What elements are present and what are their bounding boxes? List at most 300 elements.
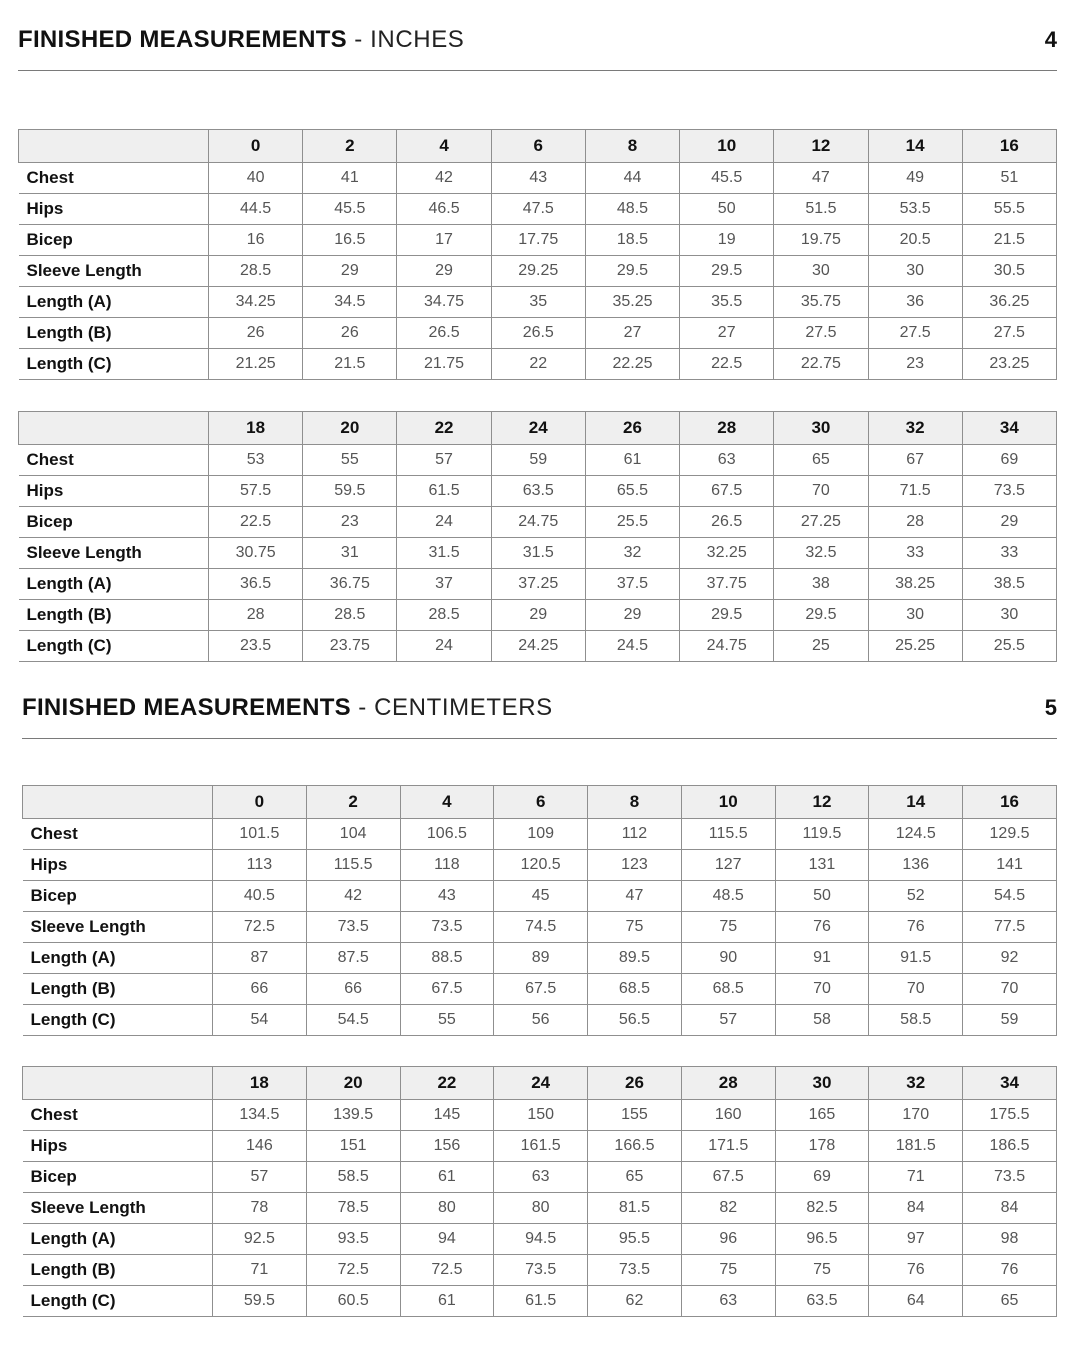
size-header: 6	[494, 786, 588, 819]
measurement-cell: 146	[213, 1131, 307, 1162]
measurement-cell: 31.5	[397, 538, 491, 569]
measurement-cell: 71.5	[868, 476, 962, 507]
measurement-cell: 68.5	[588, 974, 682, 1005]
measurement-cell: 151	[306, 1131, 400, 1162]
measurement-cell: 27.25	[774, 507, 868, 538]
measurement-cell: 72.5	[306, 1255, 400, 1286]
measurement-table-cm-2	[22, 1066, 1057, 1317]
measurement-cell: 186.5	[963, 1131, 1057, 1162]
measurement-cell: 50	[775, 881, 869, 912]
measurement-cell: 25.5	[962, 631, 1056, 662]
row-label: Length (A)	[23, 1224, 213, 1255]
row-label: Bicep	[23, 881, 213, 912]
measurement-cell: 27	[680, 318, 774, 349]
measurement-cell: 89	[494, 943, 588, 974]
measurement-cell: 46.5	[397, 194, 491, 225]
row-label: Length (B)	[19, 600, 209, 631]
measurement-cell: 32.25	[680, 538, 774, 569]
measurement-cell: 80	[494, 1193, 588, 1224]
measurement-cell: 75	[681, 912, 775, 943]
measurement-cell: 59	[491, 445, 585, 476]
measurement-cell: 64	[869, 1286, 963, 1317]
size-header: 12	[774, 130, 868, 163]
measurement-cell: 76	[963, 1255, 1057, 1286]
row-label: Chest	[19, 445, 209, 476]
measurement-cell: 56	[494, 1005, 588, 1036]
page-number: 4	[1044, 27, 1057, 52]
table-row	[23, 881, 1057, 912]
measurement-cell: 36.5	[209, 569, 303, 600]
measurement-cell: 16	[209, 225, 303, 256]
table-row	[19, 163, 1057, 194]
measurement-cell: 41	[303, 163, 397, 194]
measurement-cell: 61	[585, 445, 679, 476]
size-header: 26	[588, 1067, 682, 1100]
header-corner-cell	[23, 786, 213, 819]
measurement-cell: 22.5	[680, 349, 774, 380]
measurement-cell: 65	[774, 445, 868, 476]
measurement-cell: 106.5	[400, 819, 494, 850]
size-header-row	[23, 1067, 1057, 1100]
measurement-cell: 22	[491, 349, 585, 380]
measurement-cell: 61	[400, 1286, 494, 1317]
measurement-cell: 66	[213, 974, 307, 1005]
measurement-cell: 82.5	[775, 1193, 869, 1224]
table-row	[19, 318, 1057, 349]
table-row	[23, 1193, 1057, 1224]
measurement-cell: 75	[775, 1255, 869, 1286]
measurement-cell: 67	[868, 445, 962, 476]
measurement-cell: 30.5	[962, 256, 1056, 287]
section-header-centimeters	[22, 694, 1057, 739]
measurement-cell: 33	[868, 538, 962, 569]
measurement-cell: 54	[213, 1005, 307, 1036]
header-corner-cell	[23, 1067, 213, 1100]
measurement-cell: 156	[400, 1131, 494, 1162]
measurement-cell: 75	[588, 912, 682, 943]
measurement-cell: 21.5	[303, 349, 397, 380]
measurement-cell: 78	[213, 1193, 307, 1224]
table-row	[19, 445, 1057, 476]
measurement-cell: 58	[775, 1005, 869, 1036]
measurement-cell: 49	[868, 163, 962, 194]
size-header: 12	[775, 786, 869, 819]
measurement-cell: 51.5	[774, 194, 868, 225]
measurement-cell: 72.5	[400, 1255, 494, 1286]
measurement-cell: 31	[303, 538, 397, 569]
measurement-cell: 26	[209, 318, 303, 349]
size-header: 10	[681, 786, 775, 819]
measurement-cell: 165	[775, 1100, 869, 1131]
measurement-cell: 62	[588, 1286, 682, 1317]
measurement-cell: 91	[775, 943, 869, 974]
measurement-cell: 56.5	[588, 1005, 682, 1036]
measurement-cell: 93.5	[306, 1224, 400, 1255]
row-label: Chest	[19, 163, 209, 194]
row-label: Sleeve Length	[19, 538, 209, 569]
measurement-cell: 16.5	[303, 225, 397, 256]
section-header-inches	[18, 26, 1057, 71]
measurement-cell: 25	[774, 631, 868, 662]
measurement-cell: 124.5	[869, 819, 963, 850]
measurement-cell: 59.5	[303, 476, 397, 507]
measurement-cell: 63	[680, 445, 774, 476]
measurement-cell: 181.5	[869, 1131, 963, 1162]
measurement-cell: 22.5	[209, 507, 303, 538]
measurement-cell: 88.5	[400, 943, 494, 974]
table-row	[23, 974, 1057, 1005]
table-row	[19, 476, 1057, 507]
measurement-cell: 63.5	[775, 1286, 869, 1317]
measurement-cell: 171.5	[681, 1131, 775, 1162]
measurement-cell: 51	[962, 163, 1056, 194]
row-label: Hips	[19, 476, 209, 507]
measurement-cell: 23	[303, 507, 397, 538]
measurement-cell: 24.25	[491, 631, 585, 662]
size-header: 34	[963, 1067, 1057, 1100]
table-row	[19, 287, 1057, 318]
measurement-cell: 70	[963, 974, 1057, 1005]
measurement-cell: 67.5	[681, 1162, 775, 1193]
measurement-cell: 28	[868, 507, 962, 538]
measurement-cell: 28.5	[209, 256, 303, 287]
measurement-cell: 76	[775, 912, 869, 943]
measurement-cell: 134.5	[213, 1100, 307, 1131]
size-header: 0	[209, 130, 303, 163]
size-header: 14	[869, 786, 963, 819]
size-header: 24	[491, 412, 585, 445]
measurement-cell: 71	[869, 1162, 963, 1193]
measurement-cell: 20.5	[868, 225, 962, 256]
measurement-cell: 160	[681, 1100, 775, 1131]
section-title-unit: - INCHES	[347, 26, 465, 53]
row-label: Length (A)	[19, 569, 209, 600]
measurement-cell: 33	[962, 538, 1056, 569]
measurement-cell: 127	[681, 850, 775, 881]
measurement-cell: 29.5	[680, 600, 774, 631]
table-row	[19, 569, 1057, 600]
measurement-cell: 92.5	[213, 1224, 307, 1255]
size-header: 32	[868, 412, 962, 445]
size-header-row	[23, 786, 1057, 819]
measurement-cell: 27.5	[774, 318, 868, 349]
measurement-cell: 57	[681, 1005, 775, 1036]
table-row	[23, 1131, 1057, 1162]
section-title-bold: FINISHED MEASUREMENTS	[22, 694, 351, 721]
measurement-cell: 26.5	[491, 318, 585, 349]
row-label: Length (B)	[23, 974, 213, 1005]
measurement-cell: 61.5	[494, 1286, 588, 1317]
measurement-cell: 24	[397, 507, 491, 538]
measurement-cell: 29.5	[774, 600, 868, 631]
measurement-cell: 54.5	[306, 1005, 400, 1036]
measurement-cell: 61	[400, 1162, 494, 1193]
measurement-cell: 82	[681, 1193, 775, 1224]
section-title-unit: - CENTIMETERS	[351, 694, 553, 721]
measurement-cell: 40.5	[213, 881, 307, 912]
measurement-cell: 47	[588, 881, 682, 912]
measurement-cell: 69	[962, 445, 1056, 476]
measurement-cell: 26.5	[397, 318, 491, 349]
section-title	[18, 26, 464, 54]
table-row	[19, 538, 1057, 569]
measurement-cell: 38.25	[868, 569, 962, 600]
measurement-cell: 29	[397, 256, 491, 287]
measurement-cell: 34.75	[397, 287, 491, 318]
table-row	[23, 912, 1057, 943]
measurement-cell: 38	[774, 569, 868, 600]
measurement-cell: 145	[400, 1100, 494, 1131]
measurement-cell: 42	[306, 881, 400, 912]
measurement-cell: 80	[400, 1193, 494, 1224]
measurement-cell: 29	[303, 256, 397, 287]
measurement-cell: 57	[397, 445, 491, 476]
measurement-cell: 22.25	[585, 349, 679, 380]
measurement-cell: 55	[400, 1005, 494, 1036]
measurement-cell: 18.5	[585, 225, 679, 256]
measurement-cell: 26.5	[680, 507, 774, 538]
measurement-cell: 23	[868, 349, 962, 380]
measurement-cell: 48.5	[585, 194, 679, 225]
measurement-cell: 48.5	[681, 881, 775, 912]
measurement-cell: 47	[774, 163, 868, 194]
measurement-cell: 96	[681, 1224, 775, 1255]
measurement-cell: 166.5	[588, 1131, 682, 1162]
measurement-cell: 76	[869, 1255, 963, 1286]
measurement-cell: 29.5	[680, 256, 774, 287]
measurement-cell: 36	[868, 287, 962, 318]
size-header: 22	[400, 1067, 494, 1100]
measurement-cell: 17.75	[491, 225, 585, 256]
measurement-cell: 34.25	[209, 287, 303, 318]
measurement-cell: 25.25	[868, 631, 962, 662]
measurement-cell: 75	[681, 1255, 775, 1286]
size-header: 4	[397, 130, 491, 163]
measurement-cell: 36.75	[303, 569, 397, 600]
table-row	[19, 194, 1057, 225]
table-row	[23, 850, 1057, 881]
measurement-cell: 50	[680, 194, 774, 225]
measurement-cell: 30	[868, 600, 962, 631]
measurement-cell: 120.5	[494, 850, 588, 881]
measurement-cell: 178	[775, 1131, 869, 1162]
measurement-cell: 70	[869, 974, 963, 1005]
table-row	[23, 1255, 1057, 1286]
measurement-cell: 175.5	[963, 1100, 1057, 1131]
measurement-cell: 84	[963, 1193, 1057, 1224]
measurement-cell: 87	[213, 943, 307, 974]
measurement-cell: 98	[963, 1224, 1057, 1255]
table-row	[19, 507, 1057, 538]
size-header: 2	[303, 130, 397, 163]
size-header: 34	[962, 412, 1056, 445]
measurement-cell: 54.5	[963, 881, 1057, 912]
size-header: 8	[585, 130, 679, 163]
measurement-cell: 66	[306, 974, 400, 1005]
size-header: 16	[962, 130, 1056, 163]
measurement-cell: 25.5	[585, 507, 679, 538]
measurement-cell: 29	[491, 600, 585, 631]
measurement-cell: 45.5	[303, 194, 397, 225]
measurement-table-inches-2	[18, 411, 1057, 662]
row-label: Bicep	[19, 225, 209, 256]
row-label: Length (A)	[19, 287, 209, 318]
measurement-cell: 19	[680, 225, 774, 256]
measurement-cell: 37	[397, 569, 491, 600]
measurement-cell: 65	[588, 1162, 682, 1193]
size-header: 14	[868, 130, 962, 163]
measurement-cell: 32	[585, 538, 679, 569]
measurement-cell: 19.75	[774, 225, 868, 256]
measurement-cell: 27.5	[962, 318, 1056, 349]
measurement-cell: 23.25	[962, 349, 1056, 380]
measurement-cell: 155	[588, 1100, 682, 1131]
row-label: Length (B)	[19, 318, 209, 349]
measurement-cell: 42	[397, 163, 491, 194]
measurement-cell: 36.25	[962, 287, 1056, 318]
measurement-cell: 32.5	[774, 538, 868, 569]
measurement-cell: 21.75	[397, 349, 491, 380]
measurement-cell: 28.5	[397, 600, 491, 631]
measurement-cell: 141	[963, 850, 1057, 881]
measurement-cell: 65	[963, 1286, 1057, 1317]
measurement-cell: 53	[209, 445, 303, 476]
table-row	[19, 225, 1057, 256]
size-header: 4	[400, 786, 494, 819]
measurement-cell: 74.5	[494, 912, 588, 943]
measurement-cell: 24.75	[491, 507, 585, 538]
size-header: 0	[213, 786, 307, 819]
measurement-cell: 118	[400, 850, 494, 881]
row-label: Sleeve Length	[19, 256, 209, 287]
measurement-cell: 30.75	[209, 538, 303, 569]
measurement-cell: 35.5	[680, 287, 774, 318]
table-row	[23, 943, 1057, 974]
size-header: 32	[869, 1067, 963, 1100]
table-row	[23, 1005, 1057, 1036]
row-label: Length (B)	[23, 1255, 213, 1286]
measurement-cell: 22.75	[774, 349, 868, 380]
measurement-cell: 136	[869, 850, 963, 881]
measurement-cell: 89.5	[588, 943, 682, 974]
row-label: Chest	[23, 1100, 213, 1131]
size-header: 28	[680, 412, 774, 445]
measurement-cell: 73.5	[963, 1162, 1057, 1193]
measurement-cell: 95.5	[588, 1224, 682, 1255]
measurement-cell: 119.5	[775, 819, 869, 850]
measurement-cell: 170	[869, 1100, 963, 1131]
measurement-cell: 77.5	[963, 912, 1057, 943]
table-row	[23, 1286, 1057, 1317]
table-row	[23, 1224, 1057, 1255]
measurement-cell: 45	[494, 881, 588, 912]
measurement-cell: 90	[681, 943, 775, 974]
row-label: Chest	[23, 819, 213, 850]
measurement-cell: 55.5	[962, 194, 1056, 225]
measurement-cell: 57	[213, 1162, 307, 1193]
measurement-cell: 55	[303, 445, 397, 476]
measurement-cell: 63	[681, 1286, 775, 1317]
table-row	[19, 256, 1057, 287]
row-label: Hips	[23, 1131, 213, 1162]
measurement-cell: 28.5	[303, 600, 397, 631]
size-header: 6	[491, 130, 585, 163]
measurement-cell: 67.5	[680, 476, 774, 507]
measurement-cell: 131	[775, 850, 869, 881]
measurement-cell: 161.5	[494, 1131, 588, 1162]
table-row	[23, 1162, 1057, 1193]
measurement-cell: 21.5	[962, 225, 1056, 256]
measurement-cell: 29	[962, 507, 1056, 538]
measurement-cell: 44.5	[209, 194, 303, 225]
table-row	[23, 819, 1057, 850]
measurement-cell: 60.5	[306, 1286, 400, 1317]
size-header: 22	[397, 412, 491, 445]
table-row	[19, 600, 1057, 631]
measurement-cell: 43	[491, 163, 585, 194]
measurement-cell: 123	[588, 850, 682, 881]
measurement-cell: 35	[491, 287, 585, 318]
measurement-cell: 29.5	[585, 256, 679, 287]
measurement-cell: 113	[213, 850, 307, 881]
measurement-cell: 30	[868, 256, 962, 287]
row-label: Length (C)	[23, 1286, 213, 1317]
measurement-cell: 70	[774, 476, 868, 507]
measurement-table-inches-1	[18, 129, 1057, 380]
measurement-cell: 73.5	[588, 1255, 682, 1286]
measurement-cell: 73.5	[494, 1255, 588, 1286]
measurement-cell: 58.5	[306, 1162, 400, 1193]
size-header: 24	[494, 1067, 588, 1100]
measurement-cell: 78.5	[306, 1193, 400, 1224]
size-header: 30	[775, 1067, 869, 1100]
size-header: 10	[680, 130, 774, 163]
measurement-cell: 61.5	[397, 476, 491, 507]
measurement-cell: 43	[400, 881, 494, 912]
row-label: Length (C)	[23, 1005, 213, 1036]
measurement-cell: 27.5	[868, 318, 962, 349]
measurement-cell: 21.25	[209, 349, 303, 380]
measurement-cell: 115.5	[681, 819, 775, 850]
measurement-cell: 58.5	[869, 1005, 963, 1036]
row-label: Bicep	[23, 1162, 213, 1193]
measurement-cell: 34.5	[303, 287, 397, 318]
measurement-cell: 37.25	[491, 569, 585, 600]
row-label: Hips	[23, 850, 213, 881]
measurement-cell: 69	[775, 1162, 869, 1193]
size-header: 26	[585, 412, 679, 445]
page-number: 5	[1044, 695, 1057, 720]
measurement-cell: 67.5	[494, 974, 588, 1005]
measurement-cell: 29.25	[491, 256, 585, 287]
table-row	[19, 349, 1057, 380]
measurement-cell: 68.5	[681, 974, 775, 1005]
measurement-cell: 23.5	[209, 631, 303, 662]
measurement-cell: 87.5	[306, 943, 400, 974]
measurement-cell: 92	[963, 943, 1057, 974]
measurement-cell: 27	[585, 318, 679, 349]
row-label: Length (C)	[19, 349, 209, 380]
measurement-cell: 76	[869, 912, 963, 943]
measurement-cell: 30	[962, 600, 1056, 631]
measurement-cell: 35.75	[774, 287, 868, 318]
measurement-cell: 73.5	[306, 912, 400, 943]
measurement-cell: 17	[397, 225, 491, 256]
measurement-cell: 53.5	[868, 194, 962, 225]
measurement-cell: 44	[585, 163, 679, 194]
measurement-table-cm-1	[22, 785, 1057, 1036]
size-header: 20	[303, 412, 397, 445]
